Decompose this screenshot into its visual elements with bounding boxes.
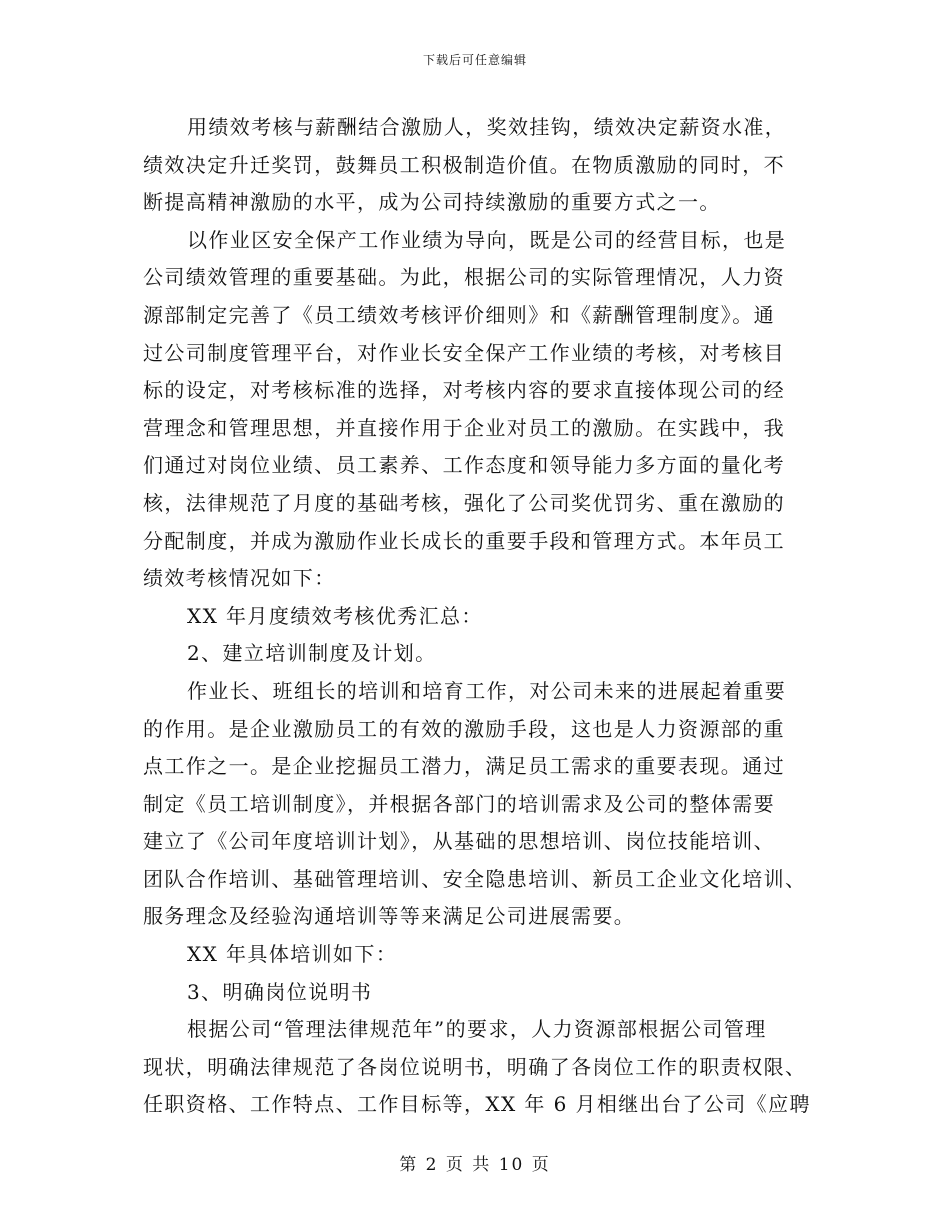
- text-line: 服务理念及经验沟通培训等等来满足公司进展需要。: [143, 904, 636, 929]
- text-line: 分配制度，并成为激励作业长成长的重要手段和管理方式。本年员工: [143, 528, 785, 553]
- text-line: 任职资格、工作特点、工作目标等，XX 年 6 月相继出台了公司《应聘: [143, 1092, 811, 1117]
- text-line: 公司绩效管理的重要基础。为此，根据公司的实际管理情况，人力资: [143, 265, 785, 290]
- text-line: 们通过对岗位业绩、员工素养、工作态度和领导能力多方面的量化考: [143, 453, 785, 478]
- page-number: 第 2 页 共 10 页: [399, 1155, 551, 1175]
- section-caption: XX 年具体培训如下：: [187, 942, 398, 967]
- text-line: 营理念和管理思想，并直接作用于企业对员工的激励。在实践中，我: [143, 415, 785, 440]
- text-line: 制定《员工培训制度》，并根据各部门的培训需求及公司的整体需要: [143, 791, 775, 816]
- text-line: 根据公司“管理法律规范年”的要求，人力资源部根据公司管理: [187, 1017, 767, 1042]
- text-line: 以作业区安全保产工作业绩为导向，既是公司的经营目标，也是: [187, 227, 787, 252]
- section-heading: 3、明确岗位说明书: [187, 979, 373, 1004]
- text-line: 建立了《公司年度培训计划》，从基础的思想培训、岗位技能培训、: [143, 829, 775, 854]
- text-line: 团队合作培训、基础管理培训、安全隐患培训、新员工企业文化培训、: [143, 866, 807, 891]
- page-header-note: 下载后可任意编辑: [422, 53, 527, 67]
- text-line: 断提高精神激励的水平，成为公司持续激励的重要方式之一。: [143, 190, 721, 215]
- text-line: 绩效决定升迁奖罚，鼓舞员工积极制造价值。在物质激励的同时，不: [143, 152, 785, 177]
- text-line: 绩效考核情况如下：: [143, 566, 336, 591]
- text-line: 核，法律规范了月度的基础考核，强化了公司奖优罚劣、重在激励的: [143, 490, 785, 515]
- text-line: 标的设定，对考核标准的选择，对考核内容的要求直接体现公司的经: [143, 378, 785, 403]
- section-caption: XX 年月度绩效考核优秀汇总：: [187, 603, 483, 628]
- text-line: 现状，明确法律规范了各岗位说明书，明确了各岗位工作的职责权限、: [143, 1054, 807, 1079]
- text-line: 的作用。是企业激励员工的有效的激励手段，这也是人力资源部的重: [143, 716, 785, 741]
- text-line: 源部制定完善了《员工绩效考核评价细则》和《薪酬管理制度》。通: [143, 302, 775, 327]
- text-line: 点工作之一。是企业挖掘员工潜力，满足员工需求的重要表现。通过: [143, 754, 785, 779]
- document-body: [143, 109, 811, 1124]
- text-line: 用绩效考核与薪酬结合激励人，奖效挂钩，绩效决定薪资水准，: [187, 115, 787, 139]
- text-line: 过公司制度管理平台，对作业长安全保产工作业绩的考核，对考核目: [143, 340, 785, 365]
- text-line: 作业长、班组长的培训和培育工作，对公司未来的进展起着重要: [187, 678, 787, 703]
- section-heading: 2、建立培训制度及计划。: [187, 641, 437, 666]
